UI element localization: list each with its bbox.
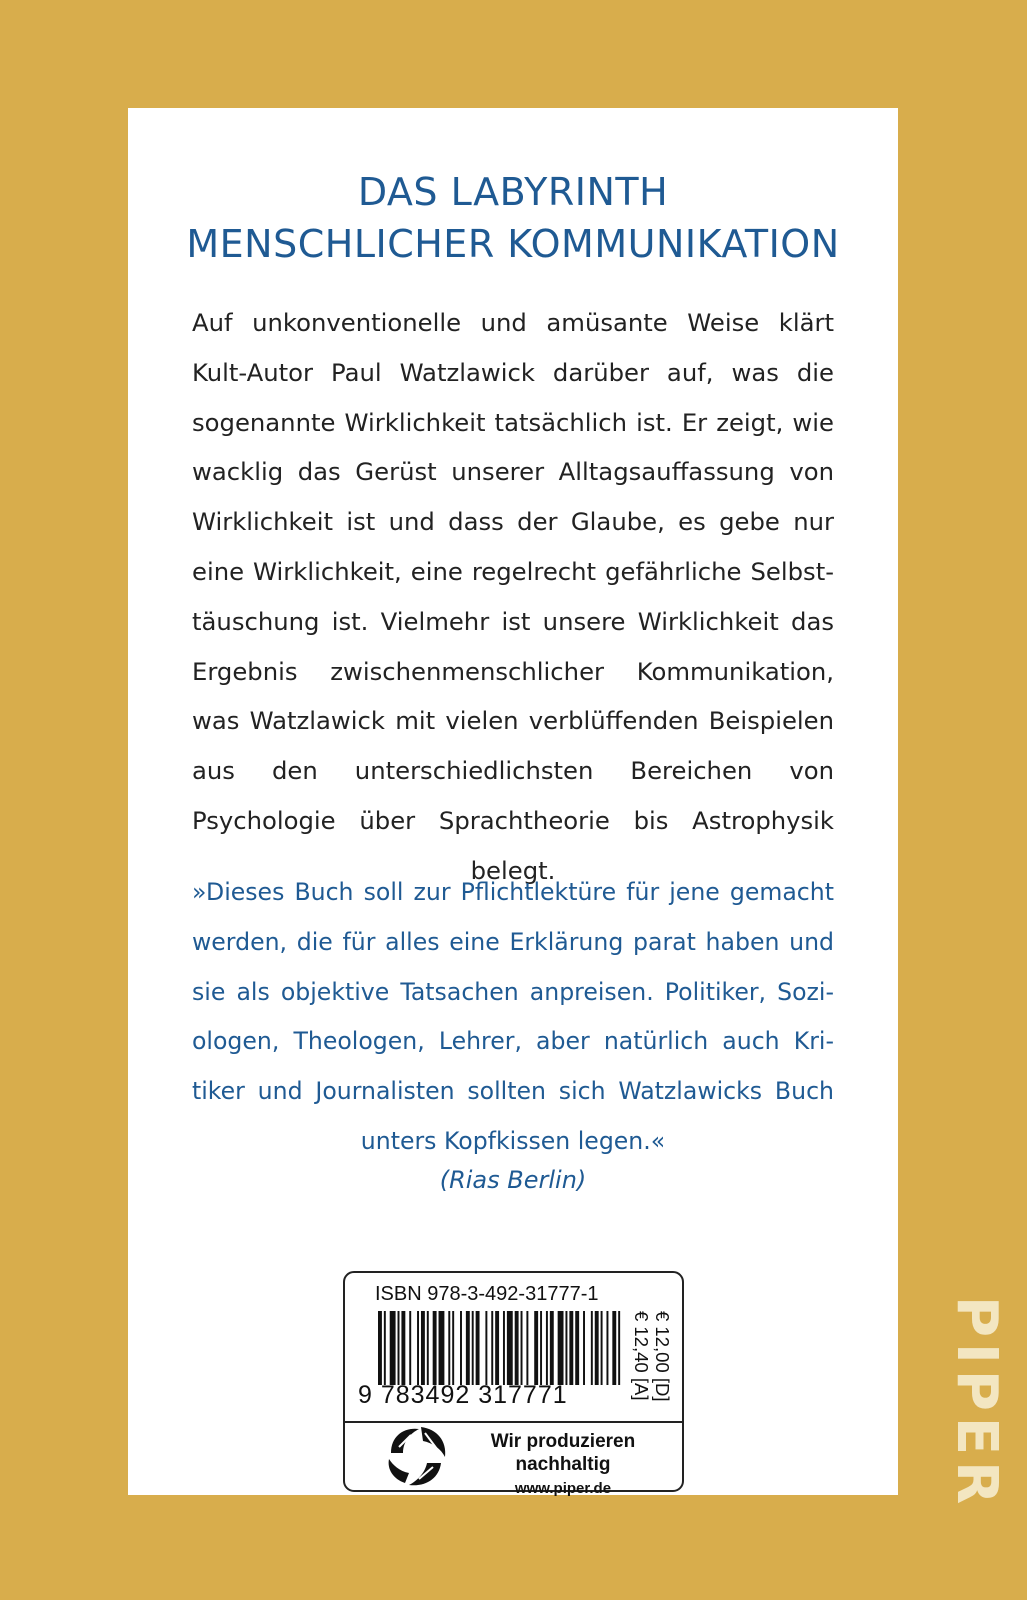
headline-line-2: MENSCHLICHER KOMMUNIKATION — [186, 222, 840, 266]
price-germany: € 12,00 [D] — [652, 1311, 673, 1402]
headline-line-1: DAS LABYRINTH — [357, 170, 669, 214]
barcode-bar — [558, 1311, 564, 1385]
barcode-bar — [460, 1311, 462, 1385]
barcode — [378, 1311, 626, 1385]
barcode-bar — [485, 1311, 487, 1385]
barcode-bar — [476, 1311, 480, 1385]
barcode-bar — [601, 1311, 603, 1385]
blurb-text: Auf unkonventionelle und amüsante Weise klärt Kult-Autor Paul Watzlawick darüber auf, was die sogenannte Wirklichkeit tatsächlich ist. Er zeigt, wie wacklig das Gerüst unserer Alltagsauffassung von Wirklichkeit ist und dass der Glaube, es gebe nur eine Wirklichkeit, eine regelrecht gefährliche Selbst-täuschung ist. Vielmehr ist unsere Wirklichkeit das Ergebnis zwischenmenschlicher Kommunikation, was Watzlawick mit vielen verblüffenden Beispielen aus den unterschiedlichsten Bereichen von Psychologie über Sprachtheorie bis Astrophysik belegt. — [192, 308, 834, 885]
barcode-bar — [575, 1311, 579, 1385]
barcode-bar — [521, 1311, 523, 1385]
barcode-bar — [448, 1311, 450, 1385]
barcode-bar — [534, 1311, 538, 1385]
barcode-bar — [433, 1311, 437, 1385]
publisher-logo-text: PIPER — [944, 1296, 1009, 1511]
barcode-bar — [595, 1311, 599, 1385]
barcode-bar — [401, 1311, 405, 1385]
barcode-bar — [591, 1311, 593, 1385]
barcode-bar — [503, 1311, 505, 1385]
barcode-bar — [618, 1311, 620, 1385]
barcode-bar — [384, 1311, 386, 1385]
barcode-bar — [417, 1311, 419, 1385]
barcode-bar — [452, 1311, 454, 1385]
barcode-bar — [507, 1311, 513, 1385]
barcode-bar — [409, 1311, 411, 1385]
eco-line-1: Wir produzieren — [490, 1431, 636, 1452]
barcode-bar — [583, 1311, 585, 1385]
barcode-bar — [612, 1311, 616, 1385]
isbn-label: ISBN 978-3-492-31777-1 — [375, 1283, 599, 1305]
review-quote: »Dieses Buch soll zur Pflichtlektüre für jene gemacht werden, die für alles eine Erklärung parat haben und sie als objektive Tatsachen anpreisen. Politiker, Sozi-ologen, Theologen, Lehrer, aber natürlich auch Kri-tiker und Journalisten sollten sich Watzlawicks Buch unters Kopfkissen legen.« — [192, 878, 834, 1155]
barcode-bar — [526, 1311, 528, 1385]
eco-line-2: nachhaltig — [515, 1454, 611, 1475]
barcode-bar — [569, 1311, 573, 1385]
ean-number: 9 783492 317771 — [358, 1381, 568, 1409]
barcode-bar — [546, 1311, 548, 1385]
barcode-bar — [390, 1311, 396, 1385]
recycling-leaves-icon — [381, 1423, 453, 1489]
barcode-bar — [495, 1311, 499, 1385]
price-austria: € 12,40 [A] — [631, 1311, 652, 1401]
barcode-bar — [439, 1311, 445, 1385]
barcode-bar — [540, 1311, 542, 1385]
barcode-bar — [515, 1311, 519, 1385]
publisher-url[interactable]: www.piper.de — [514, 1480, 612, 1497]
barcode-bar — [466, 1311, 470, 1385]
price-block — [633, 1311, 673, 1421]
barcode-bar — [427, 1311, 429, 1385]
barcode-bar — [421, 1311, 425, 1385]
barcode-bar — [491, 1311, 493, 1385]
publisher-logo — [944, 1296, 1009, 1511]
eco-claim — [463, 1430, 663, 1500]
barcode-bar — [472, 1311, 474, 1385]
barcode-bar — [550, 1311, 554, 1385]
quote-source: (Rias Berlin) — [439, 1166, 587, 1194]
headline — [128, 166, 898, 270]
barcode-bar — [565, 1311, 567, 1385]
barcode-bar — [378, 1311, 382, 1385]
barcode-box — [343, 1271, 684, 1497]
barcode-bar — [398, 1311, 400, 1385]
barcode-bar — [606, 1311, 608, 1385]
